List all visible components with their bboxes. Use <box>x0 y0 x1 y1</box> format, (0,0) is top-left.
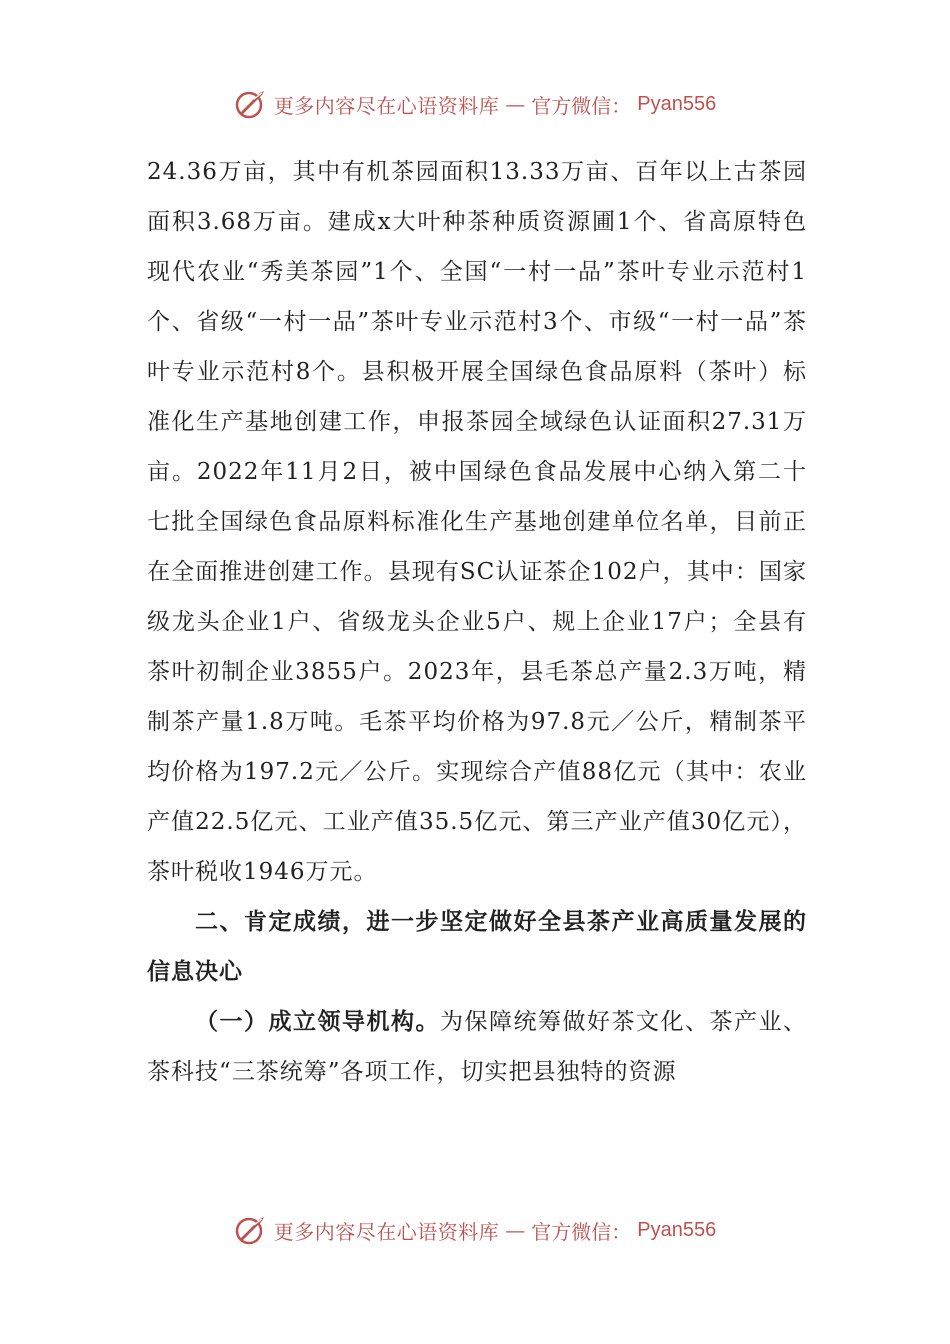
watermark-label: 官方微信： <box>531 93 632 118</box>
watermark-separator: — <box>505 1218 526 1242</box>
quill-logo-icon <box>234 87 268 121</box>
section-heading: 二、肯定成绩，进一步坚定做好全县茶产业高质量发展的信息决心 <box>147 909 807 985</box>
paragraph-1: 24.36万亩，其中有机茶园面积13.33万亩、百年以上古茶园面积3.68万亩。建成x大叶种茶种质资源圃1个、省高原特色现代农业“秀美茶园”1个、全国“一村一品”茶叶专业示范村1个、省级“一村一品”茶叶专业示范村3个、市级“一村一品”茶叶专业示范村8个。县积极开展全国绿色食品原料（茶叶）标准化生产基地创建工作，申报茶园全域绿色认证面积27.31万亩。2022年11月2日，被中国绿色食品发展中心纳入第二十七批全国绿色食品原料标准化生产基地创建单位名单，目前正在全面推进创建工作。县现有SC认证茶企102户，其中：国家级龙头企业1户、省级龙头企业5户、规上企业17户；全县有茶叶初制企业3855户。2023年，县毛茶总产量2.3万吨，精制茶产量1.8万吨。毛茶平均价格为97.8元／公斤，精制茶平均价格为197.2元／公斤。实现综合产值88亿元（其中：农业产值22.5亿元、工业产值35.5亿元、第三产业产值30亿元），茶叶税收1946万元。 <box>147 159 807 885</box>
watermark-header <box>0 84 950 124</box>
watermark-text: 更多内容尽在心语资料库 <box>273 93 500 118</box>
watermark-id: Pyan556 <box>637 92 717 115</box>
paragraph-2-body: 为保障统筹做好茶文化、茶产业、茶科技“三茶统筹”各项工作，切实把县独特的资源 <box>147 1009 807 1085</box>
watermark-separator: — <box>505 92 526 116</box>
watermark-text: 更多内容尽在心语资料库 <box>273 1219 500 1244</box>
document-body <box>147 147 807 1097</box>
watermark-footer <box>0 1210 950 1250</box>
watermark-id: Pyan556 <box>637 1218 717 1241</box>
quill-logo-icon <box>234 1213 268 1247</box>
paragraph-2 <box>147 997 807 1097</box>
paragraph-2-lead: （一）成立领导机构。 <box>195 1009 440 1035</box>
watermark-label: 官方微信： <box>531 1219 632 1244</box>
